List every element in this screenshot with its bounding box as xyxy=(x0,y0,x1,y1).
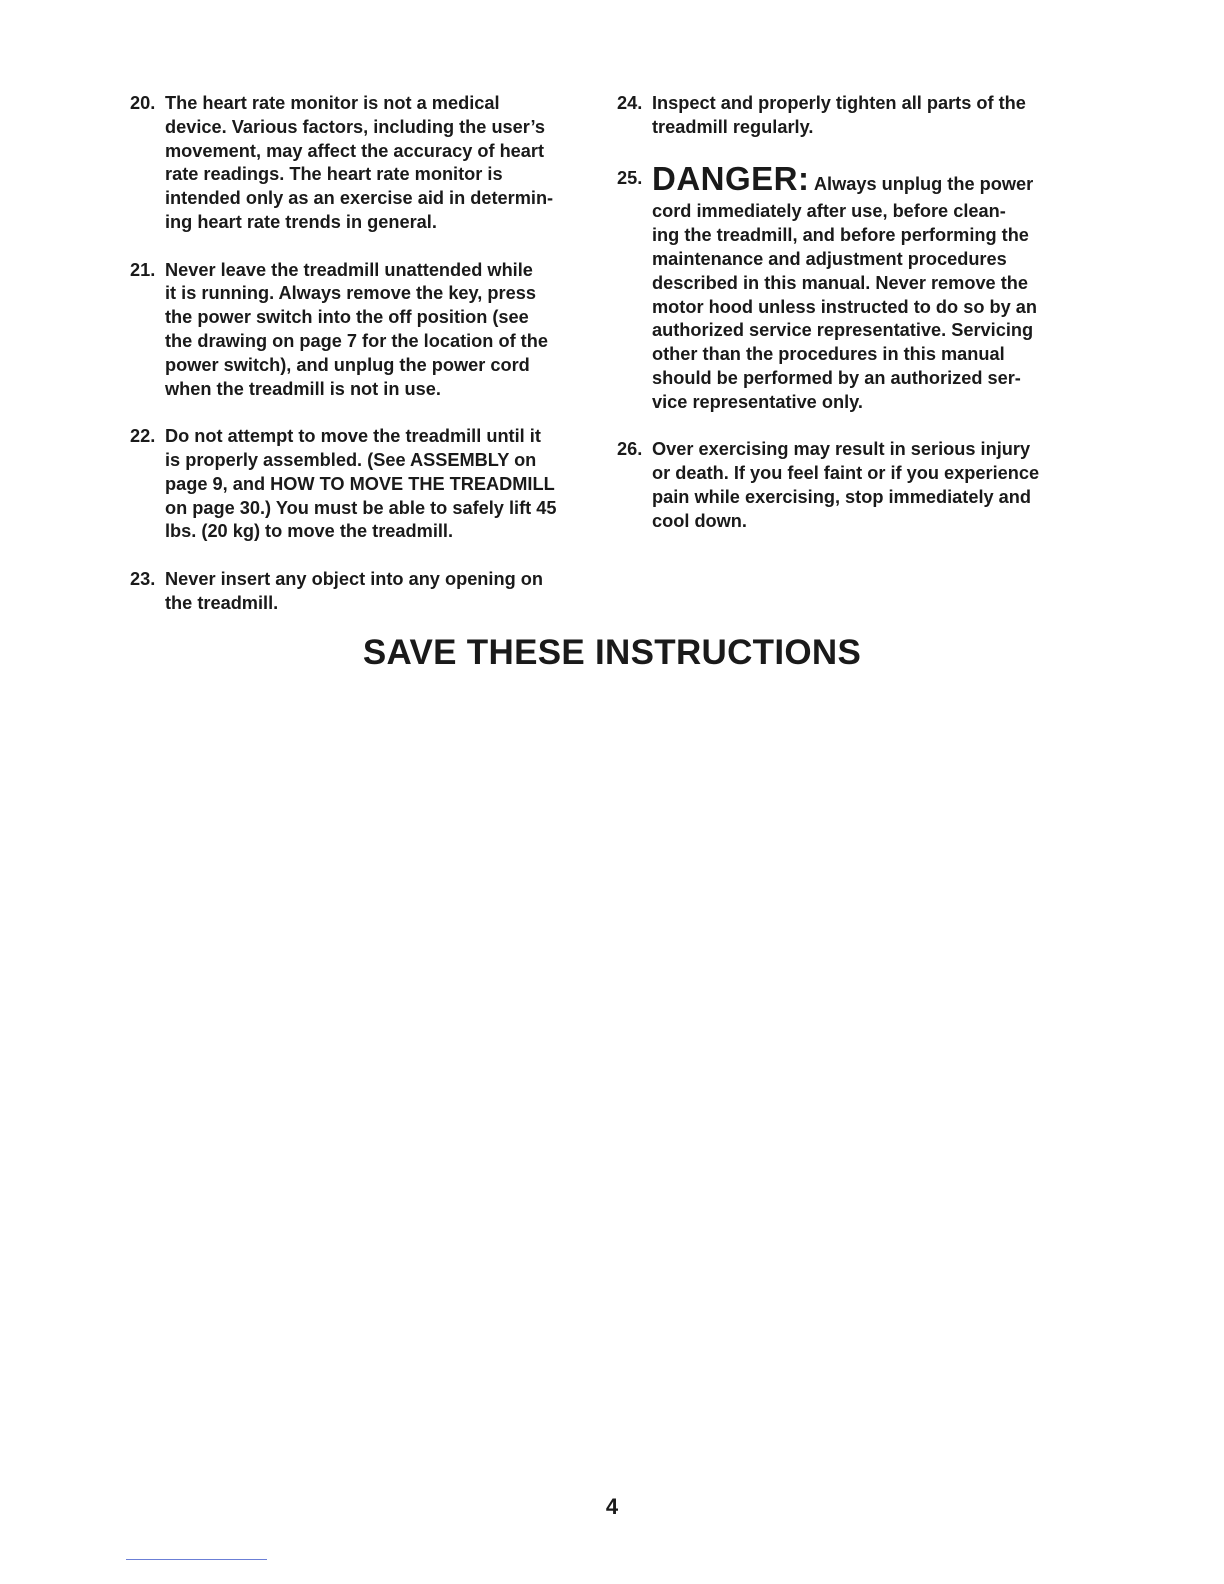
item-text-line: movement, may affect the accuracy of heart xyxy=(165,140,545,161)
right-column xyxy=(617,92,1087,557)
instruction-item-22 xyxy=(130,425,600,544)
item-text-line: ing heart rate trends in general. xyxy=(165,211,437,232)
item-text-line: motor hood unless instructed to do so by an xyxy=(652,296,1037,317)
item-text-line: rate readings. The heart rate monitor is xyxy=(165,164,503,185)
item-text-line: or death. If you feel faint or if you experience xyxy=(652,463,1040,484)
item-text-line: device. Various factors, including the user’s xyxy=(165,116,546,137)
item-text-line: treadmill regularly. xyxy=(652,116,814,137)
item-text-line: when the treadmill is not in use. xyxy=(165,378,441,399)
item-number: 23. xyxy=(130,568,156,589)
item-text-line: power switch), and unplug the power cord xyxy=(165,354,530,375)
item-number: 26. xyxy=(617,439,643,460)
instruction-item-26 xyxy=(617,438,1087,533)
item-text-line: the power switch into the off position (see xyxy=(165,307,529,328)
item-text-line: pain while exercising, stop immediately and xyxy=(652,486,1032,507)
item-text-line: Never leave the treadmill unattended while xyxy=(165,259,533,280)
item-text-line: maintenance and adjustment procedures xyxy=(652,248,1007,269)
item-text-line: lbs. (20 kg) to move the treadmill. xyxy=(165,521,454,542)
item-text-line: cool down. xyxy=(652,510,747,531)
item-text-line: the drawing on page 7 for the location of the xyxy=(165,330,548,351)
danger-label: DANGER: xyxy=(652,160,810,198)
item-text-line: the treadmill. xyxy=(165,592,279,613)
item-text-line: Always unplug the power xyxy=(813,174,1034,195)
item-number: 24. xyxy=(617,93,643,113)
item-text-line: ing the treadmill, and before performing the xyxy=(652,225,1029,246)
instruction-item-20 xyxy=(130,92,600,235)
item-text-line: other than the procedures in this manual xyxy=(652,344,1005,365)
item-text-line: Over exercising may result in serious injury xyxy=(652,439,1031,460)
save-instructions-heading: SAVE THESE INSTRUCTIONS xyxy=(362,633,862,672)
item-text-line: page 9, and HOW TO MOVE THE TREADMILL xyxy=(165,473,555,494)
item-text-line: Never insert any object into any opening on xyxy=(165,568,543,589)
item-text-line: described in this manual. Never remove the xyxy=(652,272,1029,293)
item-text-line: intended only as an exercise aid in determin- xyxy=(165,188,554,209)
left-column xyxy=(130,92,600,639)
instruction-item-24 xyxy=(617,92,1087,140)
item-text-line: is properly assembled. (See ASSEMBLY on xyxy=(165,449,537,470)
instruction-item-23 xyxy=(130,568,600,616)
item-number: 21. xyxy=(130,259,156,280)
item-text-line: it is running. Always remove the key, press xyxy=(165,283,536,304)
item-text-line: Do not attempt to move the treadmill until it xyxy=(165,426,541,447)
page-number: 4 xyxy=(605,1494,619,1519)
item-text-line: authorized service representative. Servicing xyxy=(652,320,1034,341)
instruction-item-21 xyxy=(130,259,600,402)
item-text-line: should be performed by an authorized ser- xyxy=(652,367,1021,388)
footer-rule xyxy=(126,1559,267,1560)
instruction-item-25 xyxy=(617,160,1087,414)
item-text-line: The heart rate monitor is not a medical xyxy=(165,93,500,113)
item-number: 25. xyxy=(617,168,643,189)
danger-first-line xyxy=(652,160,1087,200)
item-text-line: cord immediately after use, before clean- xyxy=(652,201,1006,222)
item-text-line: on page 30.) You must be able to safely lift 45 xyxy=(165,497,557,518)
item-text-line: vice representative only. xyxy=(652,391,863,412)
item-number: 22. xyxy=(130,426,156,447)
item-text-line: Inspect and properly tighten all parts of the xyxy=(652,93,1026,113)
item-number: 20. xyxy=(130,93,156,113)
